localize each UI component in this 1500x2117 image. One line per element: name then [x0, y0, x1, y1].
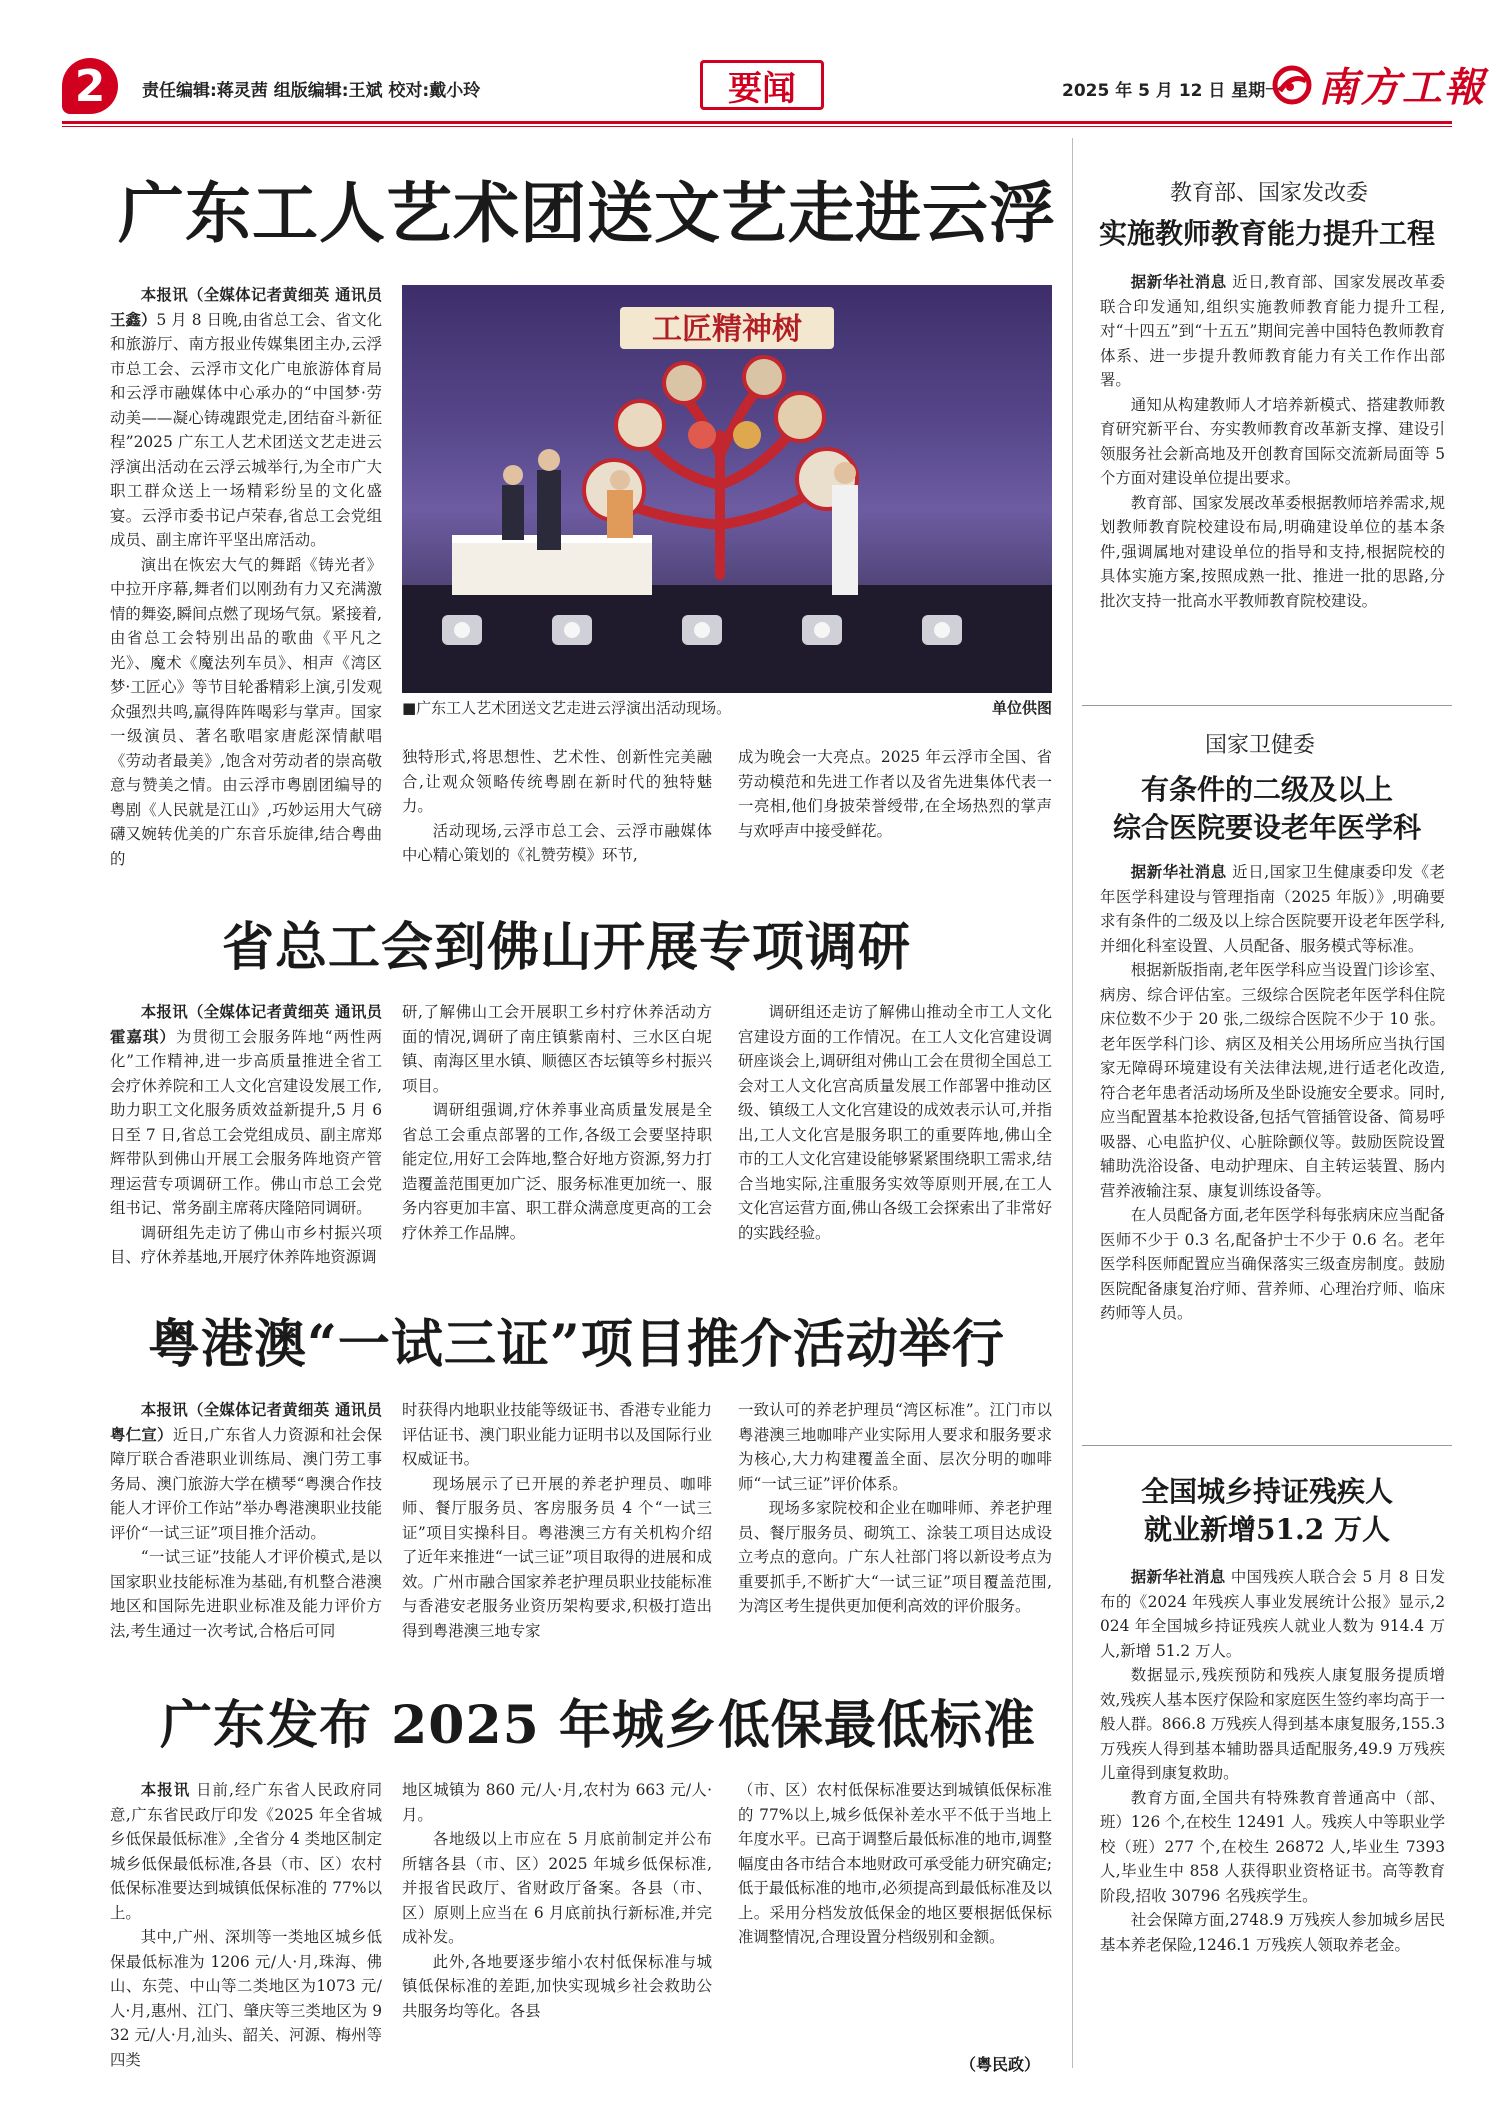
article1-photo [402, 285, 1052, 693]
sidebar-story1-title: 实施教师教育能力提升工程 [1098, 217, 1435, 250]
sidebar-story1-kicker: 教育部、国家发改委 [1170, 181, 1369, 206]
article4-headline: 广东发布 2025 年城乡低保最低标准 [160, 1695, 1036, 1756]
sidebar-divider [1082, 1445, 1452, 1446]
photo-credit: 单位供图 [991, 699, 1052, 717]
article3-para: 一致认可的养老护理员“湾区标准”。江门市以粤港澳三地咖啡产业实际用人要求和服务要求为核心,大力构建覆盖全面、层次分明的咖啡师“一试三证”评价体系。 [738, 1401, 1052, 1493]
article2-para: 为贯彻工会服务阵地“两性两化”工作精神,进一步高质量推进全省工会疗休养院和工人文化宫建设发展工作,助力职工文化服务质效益新提升,5 月 6 日至 7 日,省总工会党组成员、副主席郑辉带队到佛山开展工会服务阵地资产管理运营专项调研工作。佛山市总工会党组书记、常务副主席蒋庆隆陪同调研。 [110, 1027, 382, 1217]
sidebar-story3-title-line1: 全国城乡持证残疾人 [1140, 1475, 1393, 1508]
photo-caption: ■广东工人艺术团送文艺走进云浮演出活动现场。 [402, 699, 732, 717]
sidebar-story3-para: 社会保障方面,2748.9 万残疾人参加城乡居民基本养老保险,1246.1 万残疾人领取养老金。 [1100, 1911, 1445, 1954]
article4-source: （粤民政） [960, 2055, 1041, 2074]
article4-para: 此外,各地要逐步缩小农村低保标准与城镇低保标准的差距,加快实现城乡社会救助公共服务均等化。各县 [402, 1952, 712, 2020]
sidebar-story2-para: 在人员配备方面,老年医学科每张病床应当配备医师不少于 0.3 名,配备护士不少于 0.6 名。老年医学科医师配置应当确保落实三级查房制度。鼓励医院配备康复治疗师、营养师、心理治疗师、临床药师等人员。 [1100, 1206, 1445, 1322]
sidebar-story1-body [1100, 270, 1445, 690]
article2-para: 研,了解佛山工会开展职工乡村疗休养活动方面的情况,调研了南庄镇紫南村、三水区白坭镇、南海区里水镇、顺德区杏坛镇等乡村振兴项目。 [402, 1003, 712, 1095]
article2-col3 [738, 1000, 1052, 1300]
masthead [62, 52, 1486, 120]
sidebar-story1-para: 近日,教育部、国家发展改革委联合印发通知,组织实施教师教育能力提升工程,对“十四五”到“十五五”期间完善中国特色教师教育体系、进一步提升教师教育能力有关工作作出部署。 [1100, 273, 1445, 389]
article4-col3 [738, 1778, 1052, 2048]
brand-name: 南方工報 [1318, 64, 1486, 111]
column-divider [1072, 138, 1073, 2068]
article1-byline: 本报讯（全媒体记者黄细英 通讯员王鑫） [110, 286, 382, 329]
article1-para: 独特形式,将思想性、艺术性、创新性完美融合,让观众领略传统粤剧在新时代的独特魅力。 [402, 748, 712, 815]
article3-col2 [402, 1398, 712, 1668]
sidebar-story3-byline: 据新华社消息 [1130, 1568, 1226, 1586]
article1-col2 [402, 745, 712, 895]
article4-para: 地区城镇为 860 元/人·月,农村为 663 元/人·月。 [402, 1781, 712, 1824]
article3-para: 时获得内地职业技能等级证书、香港专业能力评估证书、澳门职业能力证明书以及国际行业权威证书。 [402, 1401, 712, 1468]
section-label: 要闻 [700, 60, 824, 110]
masthead-rule-thin [62, 126, 1452, 127]
editors-line: 责任编辑:蒋灵茜 组版编辑:王斌 校对:戴小玲 [142, 81, 481, 101]
article4-byline: 本报讯 [140, 1781, 191, 1799]
sidebar-story2-kicker: 国家卫健委 [1205, 733, 1316, 758]
article3-headline: 粤港澳“一试三证”项目推介活动举行 [148, 1314, 1005, 1375]
sidebar-story3-title-line2: 就业新增51.2 万人 [1144, 1513, 1390, 1546]
article3-para: “一试三证”技能人才评价模式,是以国家职业技能标准为基础,有机整合港澳地区和国际先进职业标准及能力评价方法,考生通过一次考试,合格后可同 [110, 1548, 382, 1640]
article3-para: 现场展示了已开展的养老护理员、咖啡师、餐厅服务员、客房服务员 4 个“一试三证”项目实操科目。粤港澳三方有关机构介绍了近年来推进“一试三证”项目取得的进展和成效。广州市融合国家养老护理员职业技能标准与香港安老服务业资历架构要求,积极打造出得到粤港澳三地专家 [402, 1474, 712, 1640]
sidebar-story2-para: 根据新版指南,老年医学科应当设置门诊诊室、病房、综合评估室。三级综合医院老年医学科住院床位数不少于 20 张,二级综合医院不少于 10 张。老年医学科门诊、病区及相关公用场所应当执行国家无障碍环境建设有关法律法规,进行适老化改造,符合老年患者活动场所及坐卧设施安全要求。同时,应当配置基本抢救设备,包括气管插管设备、简易呼吸器、心电监护仪、心脏除颤仪等。鼓励医院设置辅助洗浴设备、电动护理床、自主转运装置、肠内营养液输注泵、康复训练设备等。 [1100, 961, 1445, 1200]
article4-para: 日前,经广东省人民政府同意,广东省民政厅印发《2025 年全省城乡低保最低标准》,全省分 4 类地区制定城乡低保最低标准,各县（市、区）农村低保标准要达到城镇低保标准的 77%以上。 [110, 1781, 382, 1922]
article1-para: 演出在恢宏大气的舞蹈《铸光者》中拉开序幕,舞者们以刚劲有力又充满激情的舞姿,瞬间点燃了现场气氛。紧接着,由省总工会特别出品的歌曲《平凡之光》、魔术《魔法列车员》、相声《湾区梦·工匠心》等节目轮番精彩上演,引发观众强烈共鸣,赢得阵阵喝彩与掌声。国家一级演员、著名歌唱家唐彪深情献唱《劳动者最美》,饱含对劳动者的崇高敬意与赞美之情。由云浮市粤剧团编导的粤剧《人民就是江山》,巧妙运用大气磅礴又婉转优美的广东音乐旋律,结合粤曲的 [110, 555, 382, 868]
sidebar-divider [1082, 705, 1452, 706]
article2-para: 调研组强调,疗休养事业高质量发展是全省总工会重点部署的工作,各级工会要坚持职能定位,用好工会阵地,整合好地方资源,努力打造覆盖范围更加广泛、服务标准更加统一、服务内容更加丰富、职工群众满意度更高的工会疗休养工作品牌。 [402, 1101, 712, 1242]
article2-para: 调研组还走访了解佛山推动全市工人文化宫建设方面的工作情况。在工人文化宫建设调研座谈会上,调研组对佛山工会在贯彻全国总工会对工人文化宫高质量发展工作部署中推动区级、镇级工人文化宫建设的成效表示认可,并指出,工人文化宫是服务职工的重要阵地,佛山全市的工人文化宫建设能够紧紧围绕职工需求,结合当地实际,注重服务实效等原则开展,在工人文化宫运营方面,佛山各级工会探索出了非常好的实践经验。 [738, 1003, 1052, 1242]
photo-banner-text: 工匠精神树 [652, 312, 802, 347]
sidebar-story3-para: 中国残疾人联合会 5 月 8 日发布的《2024 年残疾人事业发展统计公报》显示,2024 年全国城乡持证残疾人就业人数为 914.4 万人,新增 51.2 万人。 [1100, 1568, 1445, 1660]
article2-col2 [402, 1000, 712, 1300]
masthead-rule [62, 121, 1452, 124]
sidebar-story1-para: 通知从构建教师人才培养新模式、搭建教师教育研究新平台、夯实教师教育改革新支撑、建设引领服务社会新高地及开创教育国际交流新局面等 5 个方面对建设单位提出要求。 [1100, 395, 1445, 487]
article1-col3 [738, 745, 1052, 895]
article2-col1 [110, 1000, 382, 1300]
page-number-badge: 2 [62, 58, 118, 114]
sidebar-story1-byline: 据新华社消息 [1130, 273, 1227, 291]
brand-logo [1272, 56, 1486, 113]
brand-swirl-icon [1272, 65, 1312, 105]
article4-col1 [110, 1778, 382, 2078]
article2-para: 调研组先走访了佛山市乡村振兴项目、疗休养基地,开展疗休养阵地资源调 [110, 1223, 382, 1266]
sidebar-story2-para: 近日,国家卫生健康委印发《老年医学科建设与管理指南（2025 年版）》,明确要求有条件的二级及以上综合医院要开设老年医学科,并细化科室设置、人员配备、服务模式等标准。 [1100, 863, 1445, 955]
photo-caption-row [402, 697, 1052, 718]
article4-col2 [402, 1778, 712, 2078]
article1-para: 活动现场,云浮市总工会、云浮市融媒体中心精心策划的《礼赞劳模》环节, [402, 821, 712, 864]
sidebar-story3-body [1100, 1565, 1445, 2065]
article1-headline: 广东工人艺术团送文艺走进云浮 [118, 174, 1056, 252]
article2-headline: 省总工会到佛山开展专项调研 [222, 917, 912, 978]
sidebar-story3-para: 教育方面,全国共有特殊教育普通高中（部、班）126 个,在校生 12491 人。残疾人中等职业学校（班）277 个,在校生 26872 人,毕业生 7393 人,毕业生中 858 人获得职业资格证书。高等教育阶段,招收 30796 名残疾学生。 [1100, 1788, 1445, 1905]
article3-para: 现场多家院校和企业在咖啡师、养老护理员、餐厅服务员、砌筑工、涂装工项目达成设立考点的意向。广东人社部门将以新设考点为重要抓手,不断扩大“一试三证”项目覆盖范围,为湾区考生提供更加便利高效的评价服务。 [738, 1499, 1052, 1615]
article2-byline: 本报讯（全媒体记者黄细英 通讯员霍嘉琪） [110, 1003, 382, 1046]
sidebar-story2-title-line2: 综合医院要设老年医学科 [1112, 811, 1421, 844]
article1-para: 成为晚会一大亮点。2025 年云浮市全国、省劳动模范和先进工作者以及省先进集体代表一一亮相,他们身披荣誉绶带,在全场热烈的掌声与欢呼声中接受鲜花。 [738, 748, 1052, 840]
sidebar-story2-body [1100, 860, 1445, 1420]
issue-date: 2025 年 5 月 12 日 星期一 [1062, 81, 1283, 101]
sidebar-story2-title-line1: 有条件的二级及以上 [1140, 773, 1393, 806]
article4-para: （市、区）农村低保标准要达到城镇低保标准的 77%以上,城乡低保补差水平不低于当地上年度水平。已高于调整后最低标准的地市,调整幅度由各市结合本地财政可承受能力研究确定;低于最低标准的地市,必须提高到最低标准及以上。采用分档发放低保金的地区要根据低保标准调整情况,合理设置分档级别和金额。 [738, 1781, 1052, 1946]
article4-para: 其中,广州、深圳等一类地区城乡低保最低标准为 1206 元/人·月,珠海、佛山、东莞、中山等二类地区为1073 元/人·月,惠州、江门、肇庆等三类地区为 932 元/人·月,汕头、韶关、河源、梅州等四类 [110, 1928, 382, 2069]
article3-byline: 本报讯（全媒体记者黄细英 通讯员粤仁宣） [110, 1401, 382, 1444]
article1-col1 [110, 283, 382, 883]
sidebar-story3-para: 数据显示,残疾预防和残疾人康复服务提质增效,残疾人基本医疗保险和家庭医生签约率均高于一般人群。866.8 万残疾人得到基本康复服务,155.3 万残疾人得到基本辅助器具适配服务,49.9 万残疾儿童得到康复救助。 [1100, 1666, 1445, 1782]
sidebar-story2-byline: 据新华社消息 [1130, 863, 1227, 881]
article1-para: 5 月 8 日晚,由省总工会、省文化和旅游厅、南方报业传媒集团主办,云浮市总工会、云浮市文化广电旅游体育局和云浮市融媒体中心承办的“中国梦·劳动美——凝心铸魂跟党走,团结奋斗新征程”2025 广东工人艺术团送文艺走进云浮演出活动在云浮云城举行,为全市广大职工群众送上一场精彩纷呈的文化盛宴。云浮市委书记卢荣春,省总工会党组成员、副主席许平坚出席活动。 [110, 310, 382, 549]
sidebar-story1-para: 教育部、国家发展改革委根据教师培养需求,规划教师教育院校建设布局,明确建设单位的基本条件,强调属地对建设单位的指导和支持,根据院校的具体实施方案,按照成熟一批、推进一批的思路,分批次支持一批高水平教师教育院校建设。 [1100, 493, 1445, 610]
article3-col3 [738, 1398, 1052, 1668]
article4-para: 各地级以上市应在 5 月底前制定并公布所辖各县（市、区）2025 年城乡低保标准,并报省民政厅、省财政厅备案。各县（市、区）原则上应当在 6 月底前执行新标准,并完成补发。 [402, 1830, 712, 1946]
article3-para: 近日,广东省人力资源和社会保障厅联合香港职业训练局、澳门劳工事务局、澳门旅游大学在横琴“粤澳合作技能人才评价工作站”举办粤港澳职业技能评价“一试三证”项目推介活动。 [110, 1425, 382, 1542]
article3-col1 [110, 1398, 382, 1668]
